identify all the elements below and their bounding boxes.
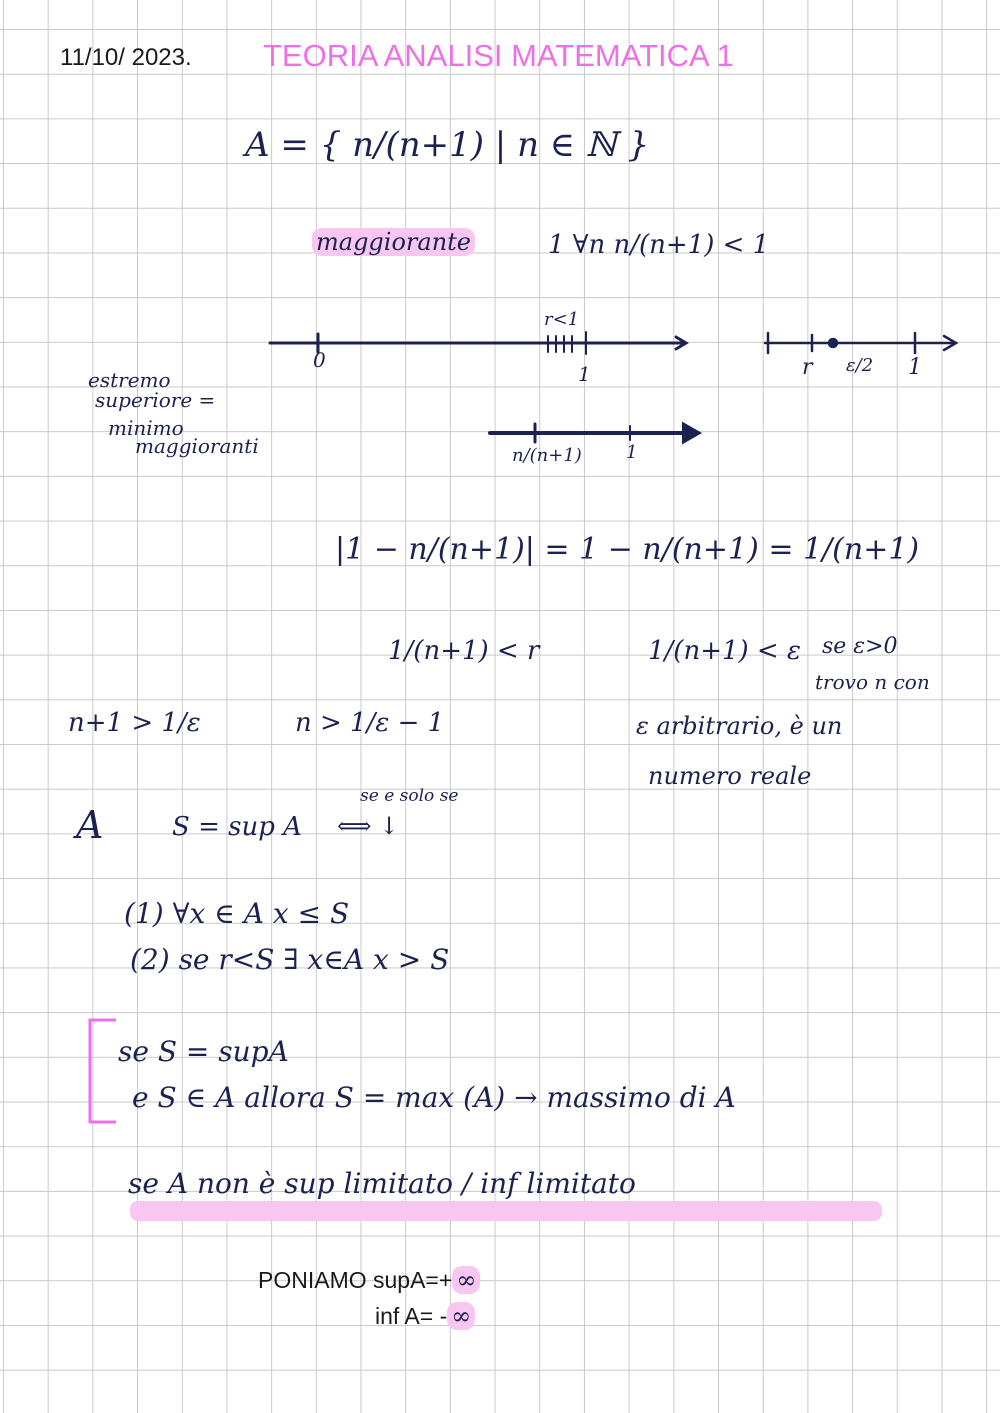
max-box-line2: e S ∈ A allora S = max (A) → massimo di A <box>132 1081 736 1114</box>
convention-inf-prefix: inf A= - <box>375 1303 448 1329</box>
sup-definition: S = sup A <box>172 812 302 842</box>
page-title: TEORIA ANALISI MATEMATICA 1 <box>263 38 734 73</box>
iff-arrow: ⟺ ↓ <box>337 812 400 840</box>
n-inequality: n > 1/ε − 1 <box>295 708 445 738</box>
sup-condition-1: (1) ∀x ∈ A x ≤ S <box>124 897 350 930</box>
iff-note: se e solo se <box>360 786 459 806</box>
n-plus-1-inequality: n+1 > 1/ε <box>68 708 201 738</box>
number-line-1 <box>270 332 686 354</box>
max-box-bracket <box>90 1020 116 1122</box>
line2-one-label: 1 <box>908 355 922 380</box>
convention-inf-infinity: ∞ <box>447 1302 475 1330</box>
note-eps-arbitrary-2: numero reale <box>648 762 812 790</box>
line1-r-label: r<1 <box>544 309 580 330</box>
set-a-label: A <box>76 803 104 847</box>
side-note-line4: maggioranti <box>135 434 259 458</box>
max-box-line1: se S = supA <box>118 1035 289 1068</box>
unbounded-statement: se A non è sup limitato / inf limitato <box>128 1167 636 1200</box>
line2-r-label: r <box>802 355 813 380</box>
inequality-eps: 1/(n+1) < ε <box>648 636 801 666</box>
line1-one-label: 1 <box>578 362 591 386</box>
line3-point-label: n/(n+1) <box>512 445 582 466</box>
side-note-line1: estremo <box>88 368 171 392</box>
convention-sup-infinity: ∞ <box>452 1266 480 1294</box>
number-line-3 <box>490 424 698 442</box>
unbounded-highlight-bar <box>130 1201 882 1221</box>
line2-mid-label: ε/2 <box>846 355 874 376</box>
line3-one-label: 1 <box>626 442 638 463</box>
side-note-line2: superiore = <box>95 388 216 412</box>
set-definition: A = { n/(n+1) | n ∈ ℕ } <box>245 125 650 165</box>
maggiorante-highlight: maggiorante <box>312 228 475 256</box>
sup-condition-2: (2) se r<S ∃ x∈A x > S <box>130 943 450 976</box>
number-line-2 <box>765 333 956 353</box>
convention-inf <box>375 1304 475 1328</box>
abs-equation: |1 − n/(n+1)| = 1 − n/(n+1) = 1/(n+1) <box>335 532 920 567</box>
line1-zero-label: 0 <box>313 348 326 372</box>
upper-bound-statement: 1 ∀n n/(n+1) < 1 <box>548 230 770 260</box>
side-note-line3: minimo <box>108 416 184 440</box>
note-eps-positive-1: se ε>0 <box>822 634 898 659</box>
note-eps-arbitrary-1: ε arbitrario, è un <box>636 712 843 740</box>
date-label: 11/10/ 2023. <box>60 44 192 71</box>
convention-sup <box>258 1268 480 1292</box>
inequality-r: 1/(n+1) < r <box>388 636 540 666</box>
note-eps-positive-2: trovo n con <box>815 670 930 694</box>
convention-sup-prefix: PONIAMO supA=+ <box>258 1267 453 1293</box>
